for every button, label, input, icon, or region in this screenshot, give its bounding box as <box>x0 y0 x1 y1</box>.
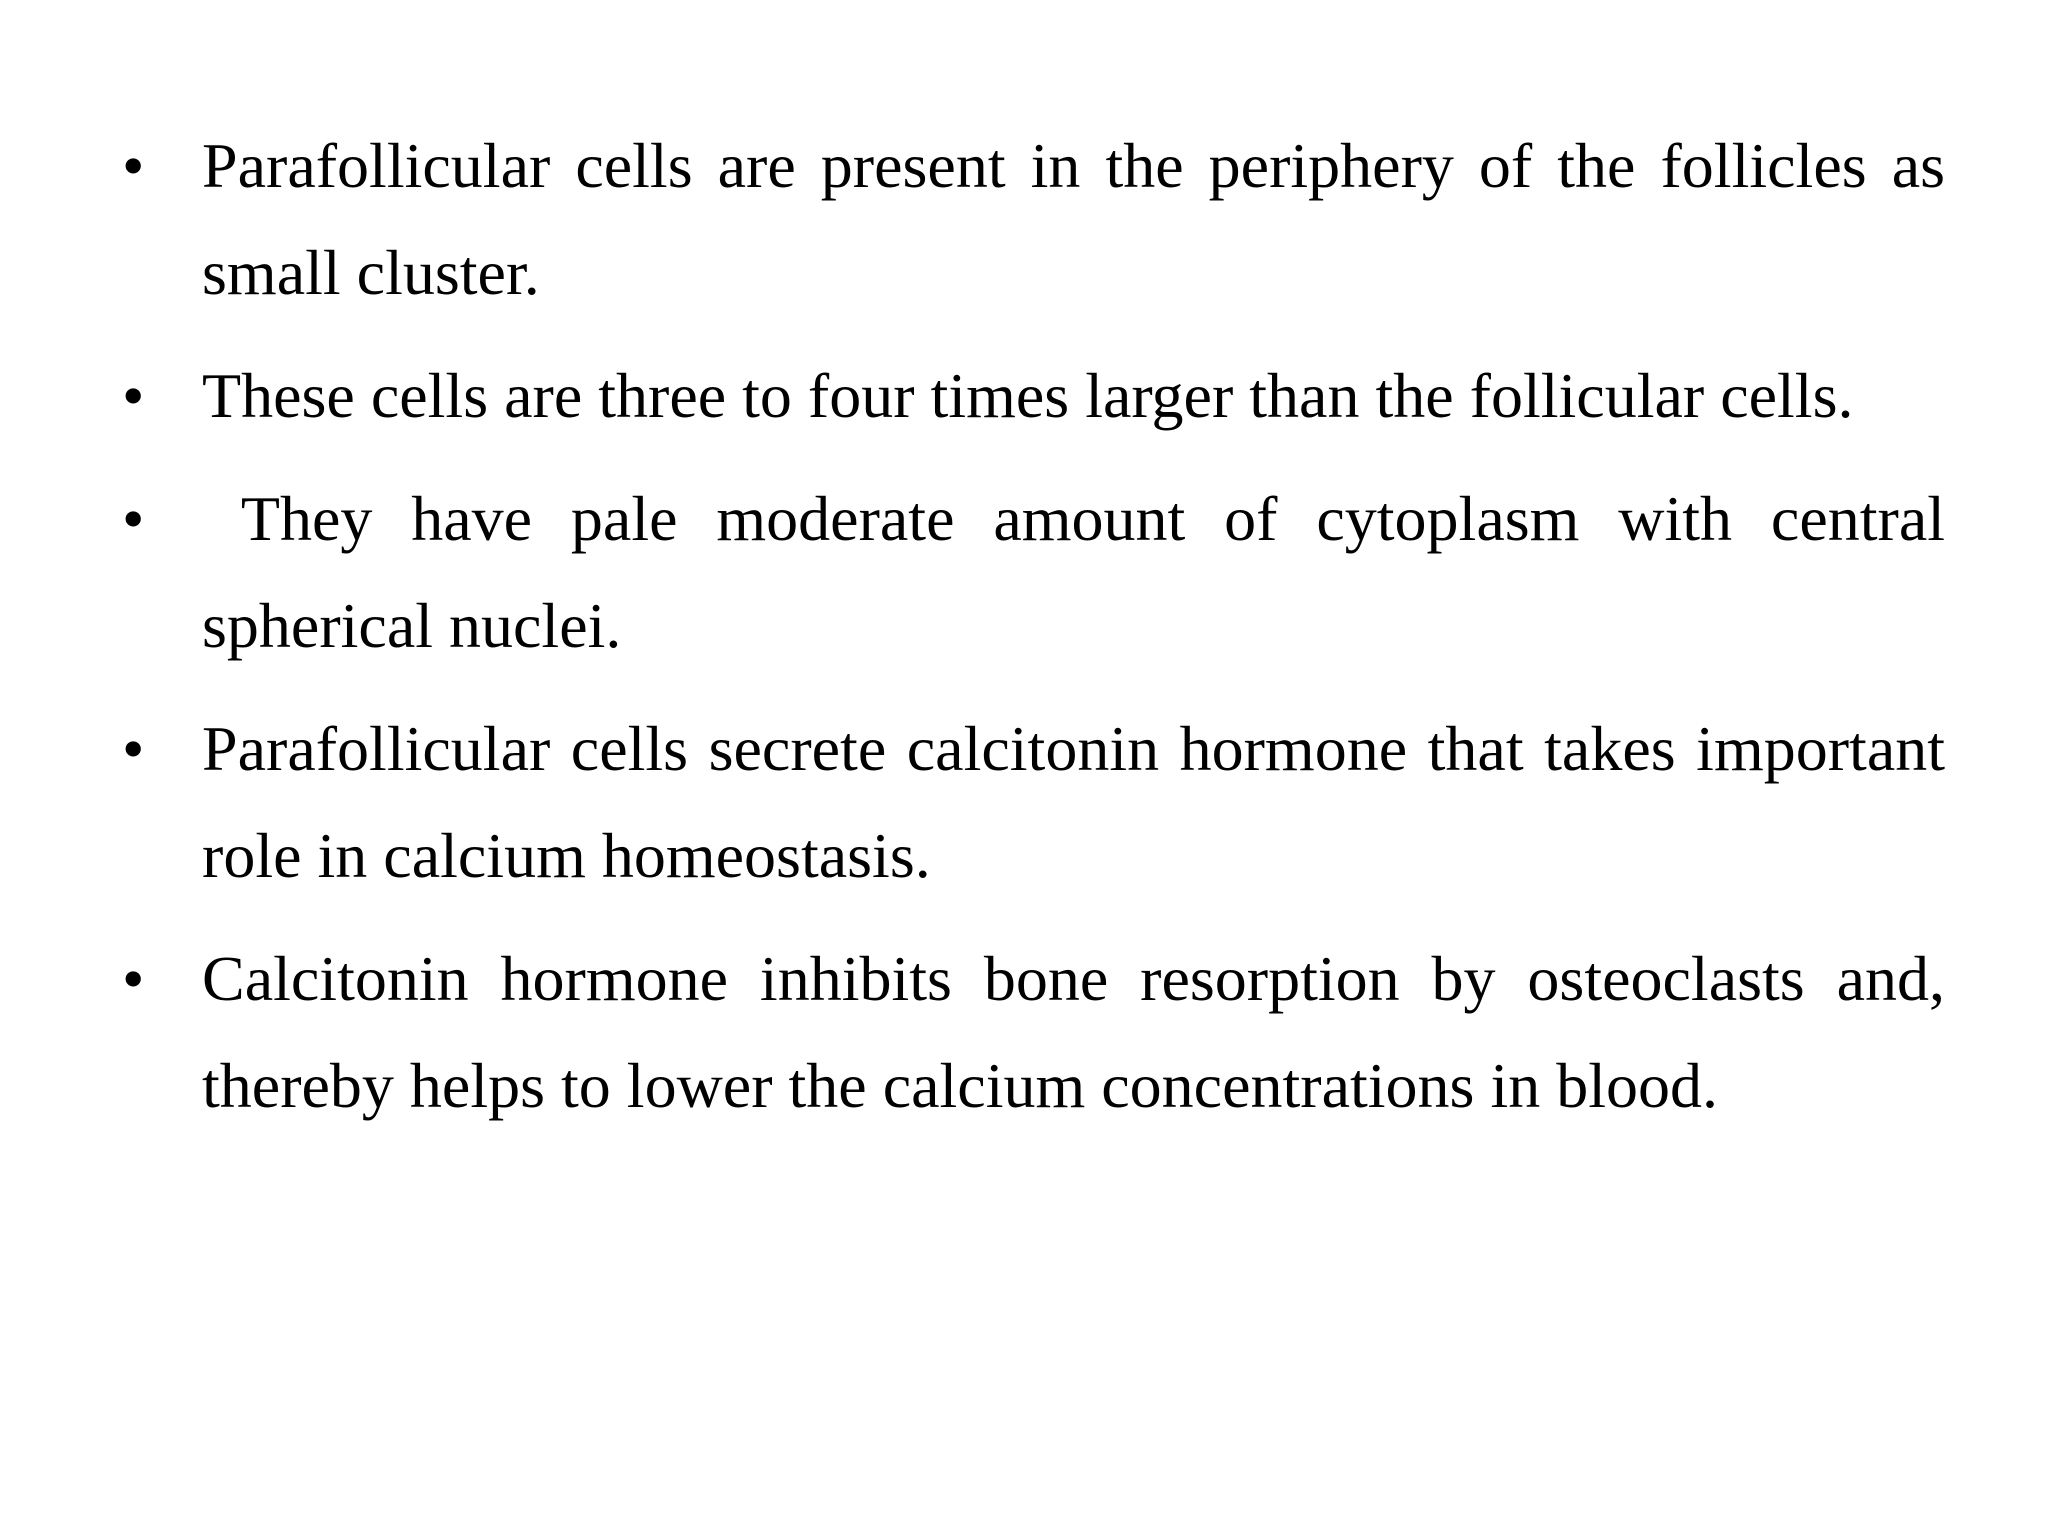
bullet-text: Parafollicular cells secrete calcitonin hormone that takes important role in calcium homeostasis. <box>202 713 1961 891</box>
bullet-text: Calcitonin hormone inhibits bone resorption by osteoclasts and, thereby helps to lower the calcium concentrations in blood. <box>202 943 1961 1121</box>
list-item <box>0 112 2048 326</box>
bullet-icon: • <box>122 360 145 431</box>
bullet-icon: • <box>122 943 145 1014</box>
bullet-icon: • <box>122 483 145 554</box>
bullet-icon: • <box>122 130 145 201</box>
list-item <box>0 695 2048 909</box>
bullet-text: Parafollicular cells are present in the periphery of the follicles as small cluster. <box>202 130 1961 308</box>
bullet-text: They have pale moderate amount of cytoplasm with central spherical nuclei. <box>202 483 1962 661</box>
list-item <box>0 925 2048 1139</box>
list-item <box>0 342 2048 449</box>
list-item <box>0 465 2048 679</box>
bullet-text: These cells are three to four times larger than the follicular cells. <box>202 360 1854 431</box>
bullet-list <box>0 112 2048 1155</box>
bullet-icon: • <box>122 713 145 784</box>
